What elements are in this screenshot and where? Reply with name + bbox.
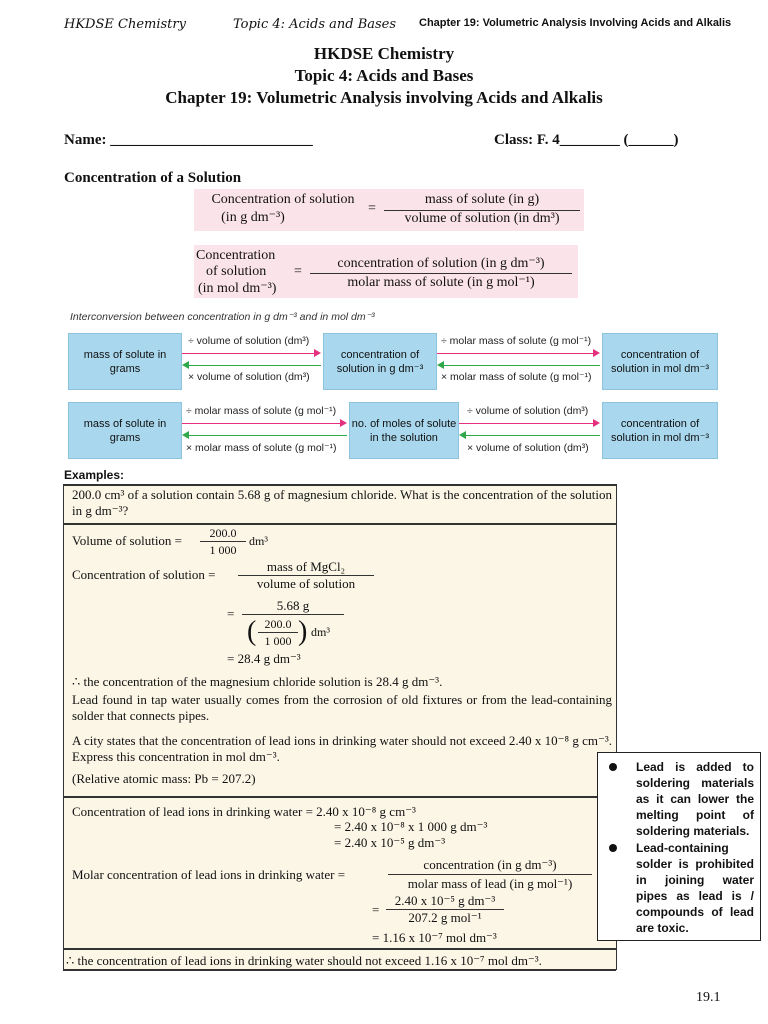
formula2-equals: =: [294, 264, 302, 279]
row2-arrow1-back: [189, 435, 347, 436]
example2-line3: = 2.40 x 10⁻⁵ g dm⁻³: [334, 835, 446, 850]
example2-molar-bar: [388, 874, 592, 875]
row2-arrow1-bottom-label: × molar mass of solute (g mol⁻¹): [186, 442, 337, 454]
examples-bottom-rule: [63, 969, 616, 971]
row1-arrow1-bottom-label: × volume of solution (dm³): [188, 371, 310, 383]
row1-gdm3-box: concentration of solution in g dm⁻³: [323, 333, 437, 390]
row2-moles-box: no. of moles of solute in the solution: [349, 402, 459, 459]
bullet-icon: [609, 763, 617, 771]
header-chapter: Chapter 19: Volumetric Analysis Involving Acids and Alkalis: [419, 17, 732, 29]
example2-line2: = 2.40 x 10⁻⁸ x 1 000 g dm⁻³: [334, 819, 488, 834]
example1-question-rule: [63, 523, 616, 525]
row2-arrow1-forward: [182, 423, 340, 424]
row2-arrow2-forward-head: [593, 419, 600, 427]
title-topic: Topic 4: Acids and Bases: [294, 66, 474, 85]
example1-conc-label: Concentration of solution =: [72, 567, 216, 582]
example1-step-equals: =: [227, 606, 235, 621]
row1-arrow2-forward-head: [593, 349, 600, 357]
example2-molar-num: concentration (in g dm⁻³): [423, 857, 557, 872]
note-item-1: [598, 759, 754, 839]
row1-arrow2-top-label: ÷ molar mass of solute (g mol⁻¹): [441, 335, 592, 347]
header-subject: HKDSE Chemistry: [64, 17, 186, 32]
example1-question: 200.0 cm³ of a solution contain 5.68 g of magnesium chloride. What is the concentration of the solution in g dm⁻³?: [72, 487, 612, 518]
diagram-caption: Interconversion between concentration in g dm⁻³ and in mol dm⁻³: [70, 311, 375, 323]
class-field: Class: F. 4________ (______): [494, 132, 679, 148]
example2-answer-rule: [63, 948, 616, 950]
lead-intro: Lead found in tap water usually comes from the corrosion of old fixtures or from the lead-containing solder that connects pipes.: [72, 692, 612, 723]
formula2-lhs-line1: Concentration: [196, 248, 276, 263]
formula2-lhs-line3: (in mol dm⁻³): [198, 281, 277, 296]
section-title: Concentration of a Solution: [64, 170, 242, 186]
example2-molar-label: Molar concentration of lead ions in drinking water =: [72, 867, 346, 882]
row2-arrow2-bottom-label: × volume of solution (dm³): [467, 442, 589, 454]
row1-arrow1-forward: [182, 353, 314, 354]
page-number: 19.1: [696, 990, 721, 1005]
row2-arrow1-top-label: ÷ molar mass of solute (g mol⁻¹): [186, 405, 337, 417]
row1-arrow1-forward-head: [314, 349, 321, 357]
row1-arrow1-top-label: ÷ volume of solution (dm³): [188, 335, 310, 347]
example2-question-rule: [63, 796, 616, 798]
note-item-1-text: Lead is added to soldering materials as it can lower the melting point of soldering materials.: [636, 760, 754, 838]
example1-step-inner-den: 1 000: [264, 634, 292, 648]
example1-volume-num: 200.0: [209, 526, 237, 540]
formula1-lhs-line1: Concentration of solution: [211, 192, 355, 207]
example1-step-unit: dm³: [311, 625, 330, 639]
formula1-denominator: volume of solution (in dm³): [404, 211, 560, 226]
example1-step-bar: [242, 614, 344, 615]
row2-arrow1-forward-head: [340, 419, 347, 427]
note-box: [597, 752, 761, 941]
bullet-icon: [609, 844, 617, 852]
row1-moldm3-box: concentration of solution in mol dm⁻³: [602, 333, 718, 390]
note-list: [598, 759, 754, 936]
examples-top-rule: [63, 484, 616, 486]
example1-volume-den: 1 000: [209, 543, 237, 557]
note-item-2-text: Lead-containing solder is prohibited in joining water pipes as lead is / compounds of lead are toxic.: [636, 841, 754, 935]
example1-step-num: 5.68 g: [276, 598, 310, 613]
examples-label: Examples:: [64, 468, 125, 482]
example2-molar-den: molar mass of lead (in g mol⁻¹): [407, 876, 573, 891]
row2-moldm3-box: concentration of solution in mol dm⁻³: [602, 402, 718, 459]
formula2-numerator: concentration of solution (in g dm⁻³): [337, 256, 545, 271]
formula1-equals: =: [368, 201, 376, 216]
formula1-numerator: mass of solute (in g): [424, 192, 540, 207]
row1-arrow2-back: [444, 365, 600, 366]
examples-box: [63, 484, 617, 970]
row2-arrow2-back-head: [459, 431, 466, 439]
example1-conclusion: ∴ the concentration of the magnesium chloride solution is 28.4 g dm⁻³.: [72, 674, 443, 689]
example1-step-inner-num: 200.0: [264, 617, 292, 631]
formula2-lhs-line2: of solution: [206, 264, 267, 279]
example2-result: = 1.16 x 10⁻⁷ mol dm⁻³: [372, 930, 497, 945]
row2-arrow2-top-label: ÷ volume of solution (dm³): [467, 405, 589, 417]
note-item-2: [598, 840, 754, 936]
row1-mass-box: mass of solute in grams: [68, 333, 182, 390]
example1-result: = 28.4 g dm⁻³: [227, 651, 301, 666]
example2-step-num: 2.40 x 10⁻⁵ g dm⁻³: [394, 893, 496, 908]
header-topic: Topic 4: Acids and Bases: [233, 17, 397, 32]
title-chapter: Chapter 19: Volumetric Analysis involving Acids and Alkalis: [165, 88, 603, 107]
row1-arrow1-back: [189, 365, 321, 366]
example2-step-equals: =: [372, 902, 380, 917]
formula-g-dm3: [194, 189, 584, 231]
row1-arrow2-back-head: [437, 361, 444, 369]
row1-arrow2-forward: [437, 353, 593, 354]
row1-arrow2-bottom-label: × molar mass of solute (g mol⁻¹): [441, 371, 592, 383]
example2-question: A city states that the concentration of lead ions in drinking water should not exceed 2.40 x 10⁻⁸ g cm⁻³. Express this concentration in mol dm⁻³.: [72, 733, 612, 764]
formula-mol-dm3: [194, 245, 578, 298]
title-subject: HKDSE Chemistry: [313, 44, 455, 63]
row2-arrow2-back: [466, 435, 600, 436]
row2-arrow1-back-head: [182, 431, 189, 439]
example2-line1: Concentration of lead ions in drinking water = 2.40 x 10⁻⁸ g cm⁻³: [72, 804, 416, 819]
row2-arrow2-forward: [459, 423, 593, 424]
example1-volume-unit: dm³: [249, 534, 268, 548]
example1-step-paren-left: (: [247, 616, 257, 647]
example1-conc-num: mass of MgCl₂: [266, 559, 346, 574]
name-field: Name: ___________________________: [64, 132, 313, 148]
example1-volume-label: Volume of solution =: [72, 533, 183, 548]
example2-ram: (Relative atomic mass: Pb = 207.2): [72, 771, 256, 786]
formula2-denominator: molar mass of solute (in g mol⁻¹): [347, 275, 535, 290]
example1-conc-den: volume of solution: [256, 576, 356, 591]
row2-mass-box: mass of solute in grams: [68, 402, 182, 459]
row1-arrow1-back-head: [182, 361, 189, 369]
example2-step-den: 207.2 g mol⁻¹: [408, 910, 482, 925]
example1-step-paren-right: ): [298, 616, 308, 647]
formula1-lhs-line2: (in g dm⁻³): [221, 210, 285, 225]
example2-conclusion: ∴ the concentration of lead ions in drinking water should not exceed 1.16 x 10⁻⁷ mol dm⁻³.: [66, 953, 542, 968]
